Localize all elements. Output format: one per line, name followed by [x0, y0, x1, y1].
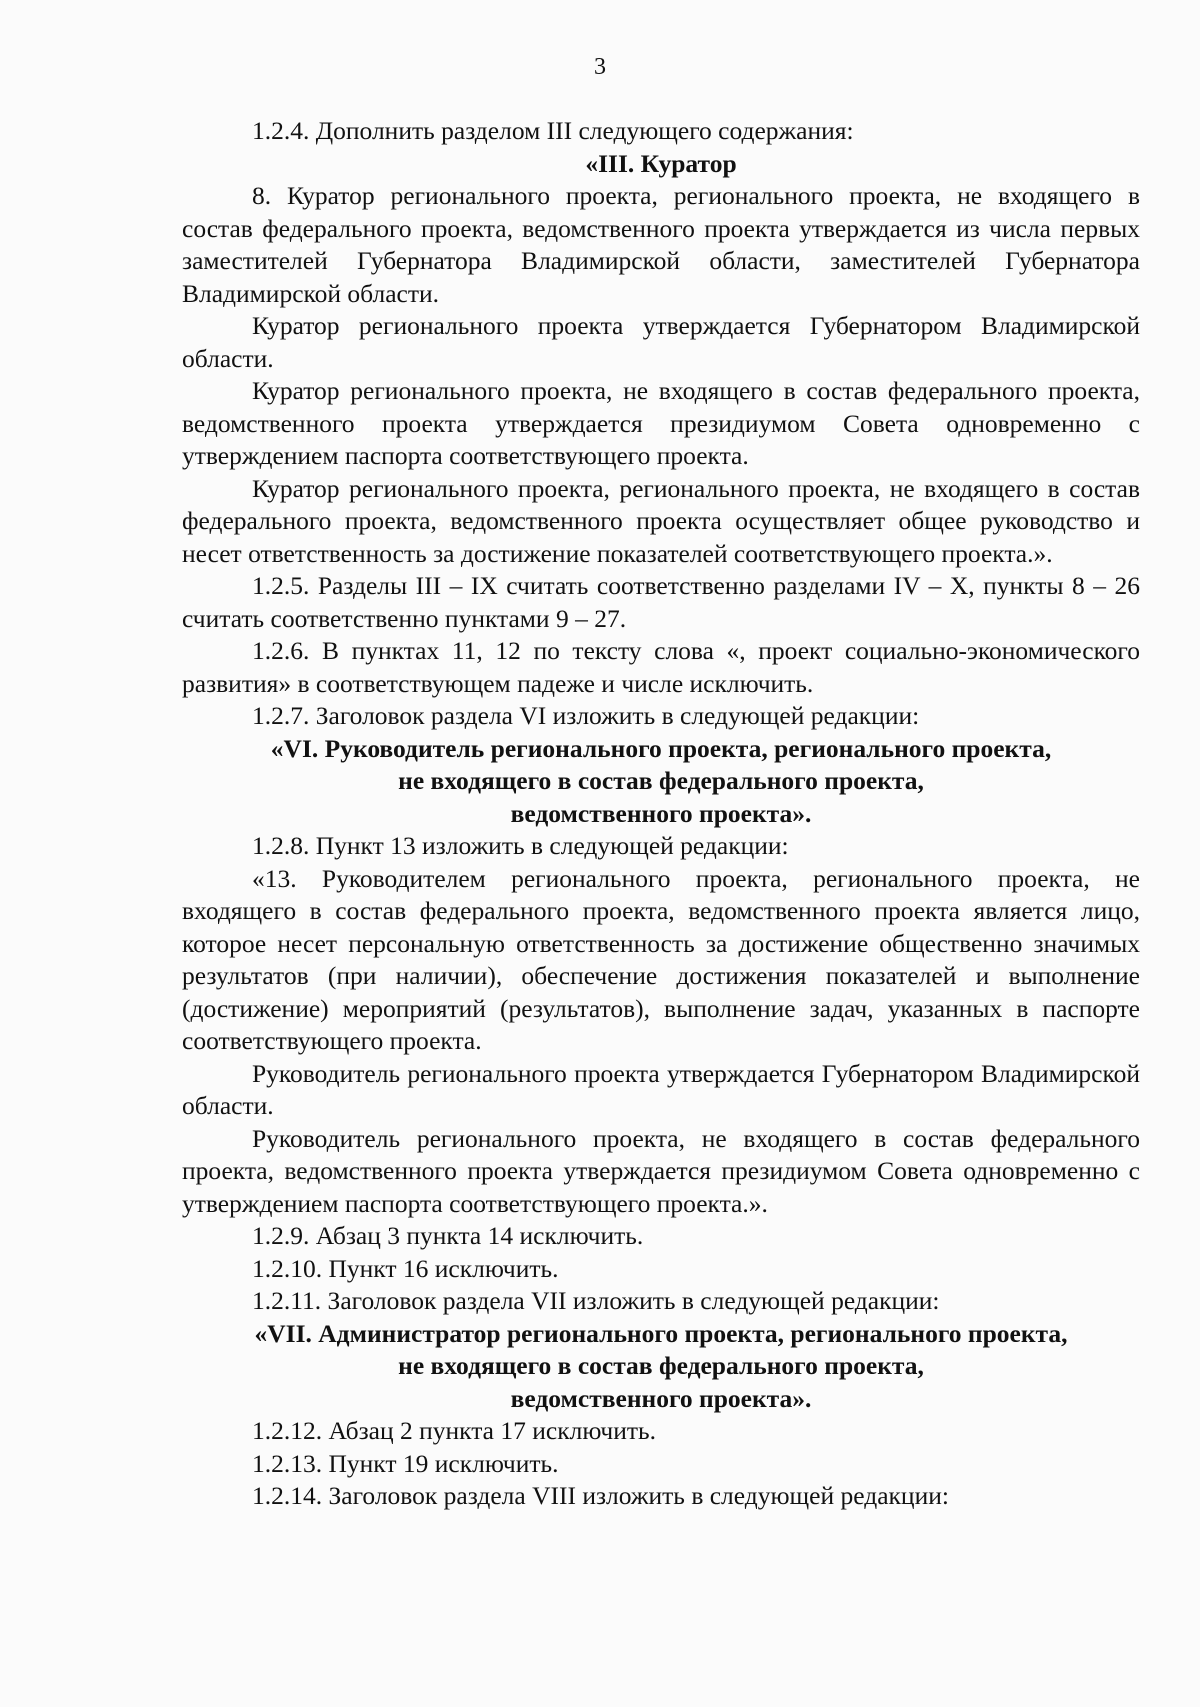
paragraph-item-8: 8. Куратор регионального проекта, регионального проекта, не входящего в состав федерального проекта, ведомственного проекта утверждается из числа первых заместителей Губернатора Владимирской области, заместителей Губернатора Владимирской области.	[182, 181, 1140, 308]
heading-line: «VII. Администратор регионального проекта, регионального проекта,	[254, 1318, 1068, 1348]
paragraph-1-2-5: 1.2.5. Разделы III – IX считать соответственно разделами IV – X, пункты 8 – 26 считать соответственно пунктами 9 – 27.	[182, 571, 1140, 633]
paragraph-1-2-10: 1.2.10. Пункт 16 исключить.	[252, 1253, 559, 1283]
section-heading-iii	[182, 148, 1140, 181]
paragraph-1-2-12: 1.2.12. Абзац 2 пункта 17 исключить.	[252, 1416, 657, 1445]
section-heading-vi	[182, 733, 1140, 831]
paragraph-1-2-6: 1.2.6. В пунктах 11, 12 по тексту слова «, проект социально-экономического развития» в соответствующем падеже и числе исключить.	[182, 636, 1140, 698]
heading-line: «VI. Руководитель регионального проекта, регионального проекта,	[270, 733, 1052, 763]
heading-line: ведомственного проекта».	[510, 798, 812, 828]
paragraph-curator-non-federal: Куратор регионального проекта, не входящего в состав федерального проекта, ведомственного проекта утверждается президиумом Совета одновременно с утверждением паспорта соответствующего проекта.	[182, 376, 1140, 470]
paragraph-1-2-7: 1.2.7. Заголовок раздела VI изложить в следующей редакции:	[252, 701, 920, 730]
heading-line: не входящего в состав федерального проекта,	[398, 766, 924, 795]
section-heading-vii	[182, 1318, 1140, 1416]
heading-line: «III. Куратор	[585, 148, 737, 178]
paragraph-curator-responsibility: Куратор регионального проекта, регионального проекта, не входящего в состав федерального проекта, ведомственного проекта осуществляет общее руководство и несет ответственность за достижение показателей соответствующего проекта.».	[182, 473, 1140, 568]
heading-line: не входящего в состав федерального проекта,	[398, 1351, 924, 1380]
paragraph-item-13: «13. Руководителем регионального проекта, регионального проекта, не входящего в состав федерального проекта, ведомственного проекта является лицо, которое несет персональную ответственность за достижение общественно значимых результатов (при наличии), обеспечение достижения показателей и выполнение (достижение) мероприятий (результатов), выполнение задач, указанных в паспорте соответствующего проекта.	[182, 863, 1140, 1055]
heading-line: ведомственного проекта».	[510, 1383, 812, 1413]
paragraph-1-2-11: 1.2.11. Заголовок раздела VII изложить в следующей редакции:	[252, 1286, 940, 1315]
paragraph-1-2-8: 1.2.8. Пункт 13 изложить в следующей редакции:	[252, 831, 789, 860]
paragraph-1-2-4: 1.2.4. Дополнить разделом III следующего содержания:	[252, 116, 854, 145]
paragraph-curator-regional: Куратор регионального проекта утверждается Губернатором Владимирской области.	[182, 311, 1140, 373]
paragraph-1-2-9: 1.2.9. Абзац 3 пункта 14 исключить.	[252, 1221, 644, 1250]
document-body	[182, 115, 1140, 1513]
paragraph-head-regional: Руководитель регионального проекта утверждается Губернатором Владимирской области.	[182, 1058, 1140, 1120]
paragraph-head-non-federal: Руководитель регионального проекта, не входящего в состав федерального проекта, ведомственного проекта утверждается президиумом Совета одновременно с утверждением паспорта соответствующего проекта.».	[182, 1123, 1140, 1218]
page-number: 3	[594, 54, 606, 80]
paragraph-1-2-13: 1.2.13. Пункт 19 исключить.	[252, 1448, 559, 1478]
paragraph-1-2-14: 1.2.14. Заголовок раздела VIII изложить в следующей редакции:	[252, 1481, 949, 1510]
